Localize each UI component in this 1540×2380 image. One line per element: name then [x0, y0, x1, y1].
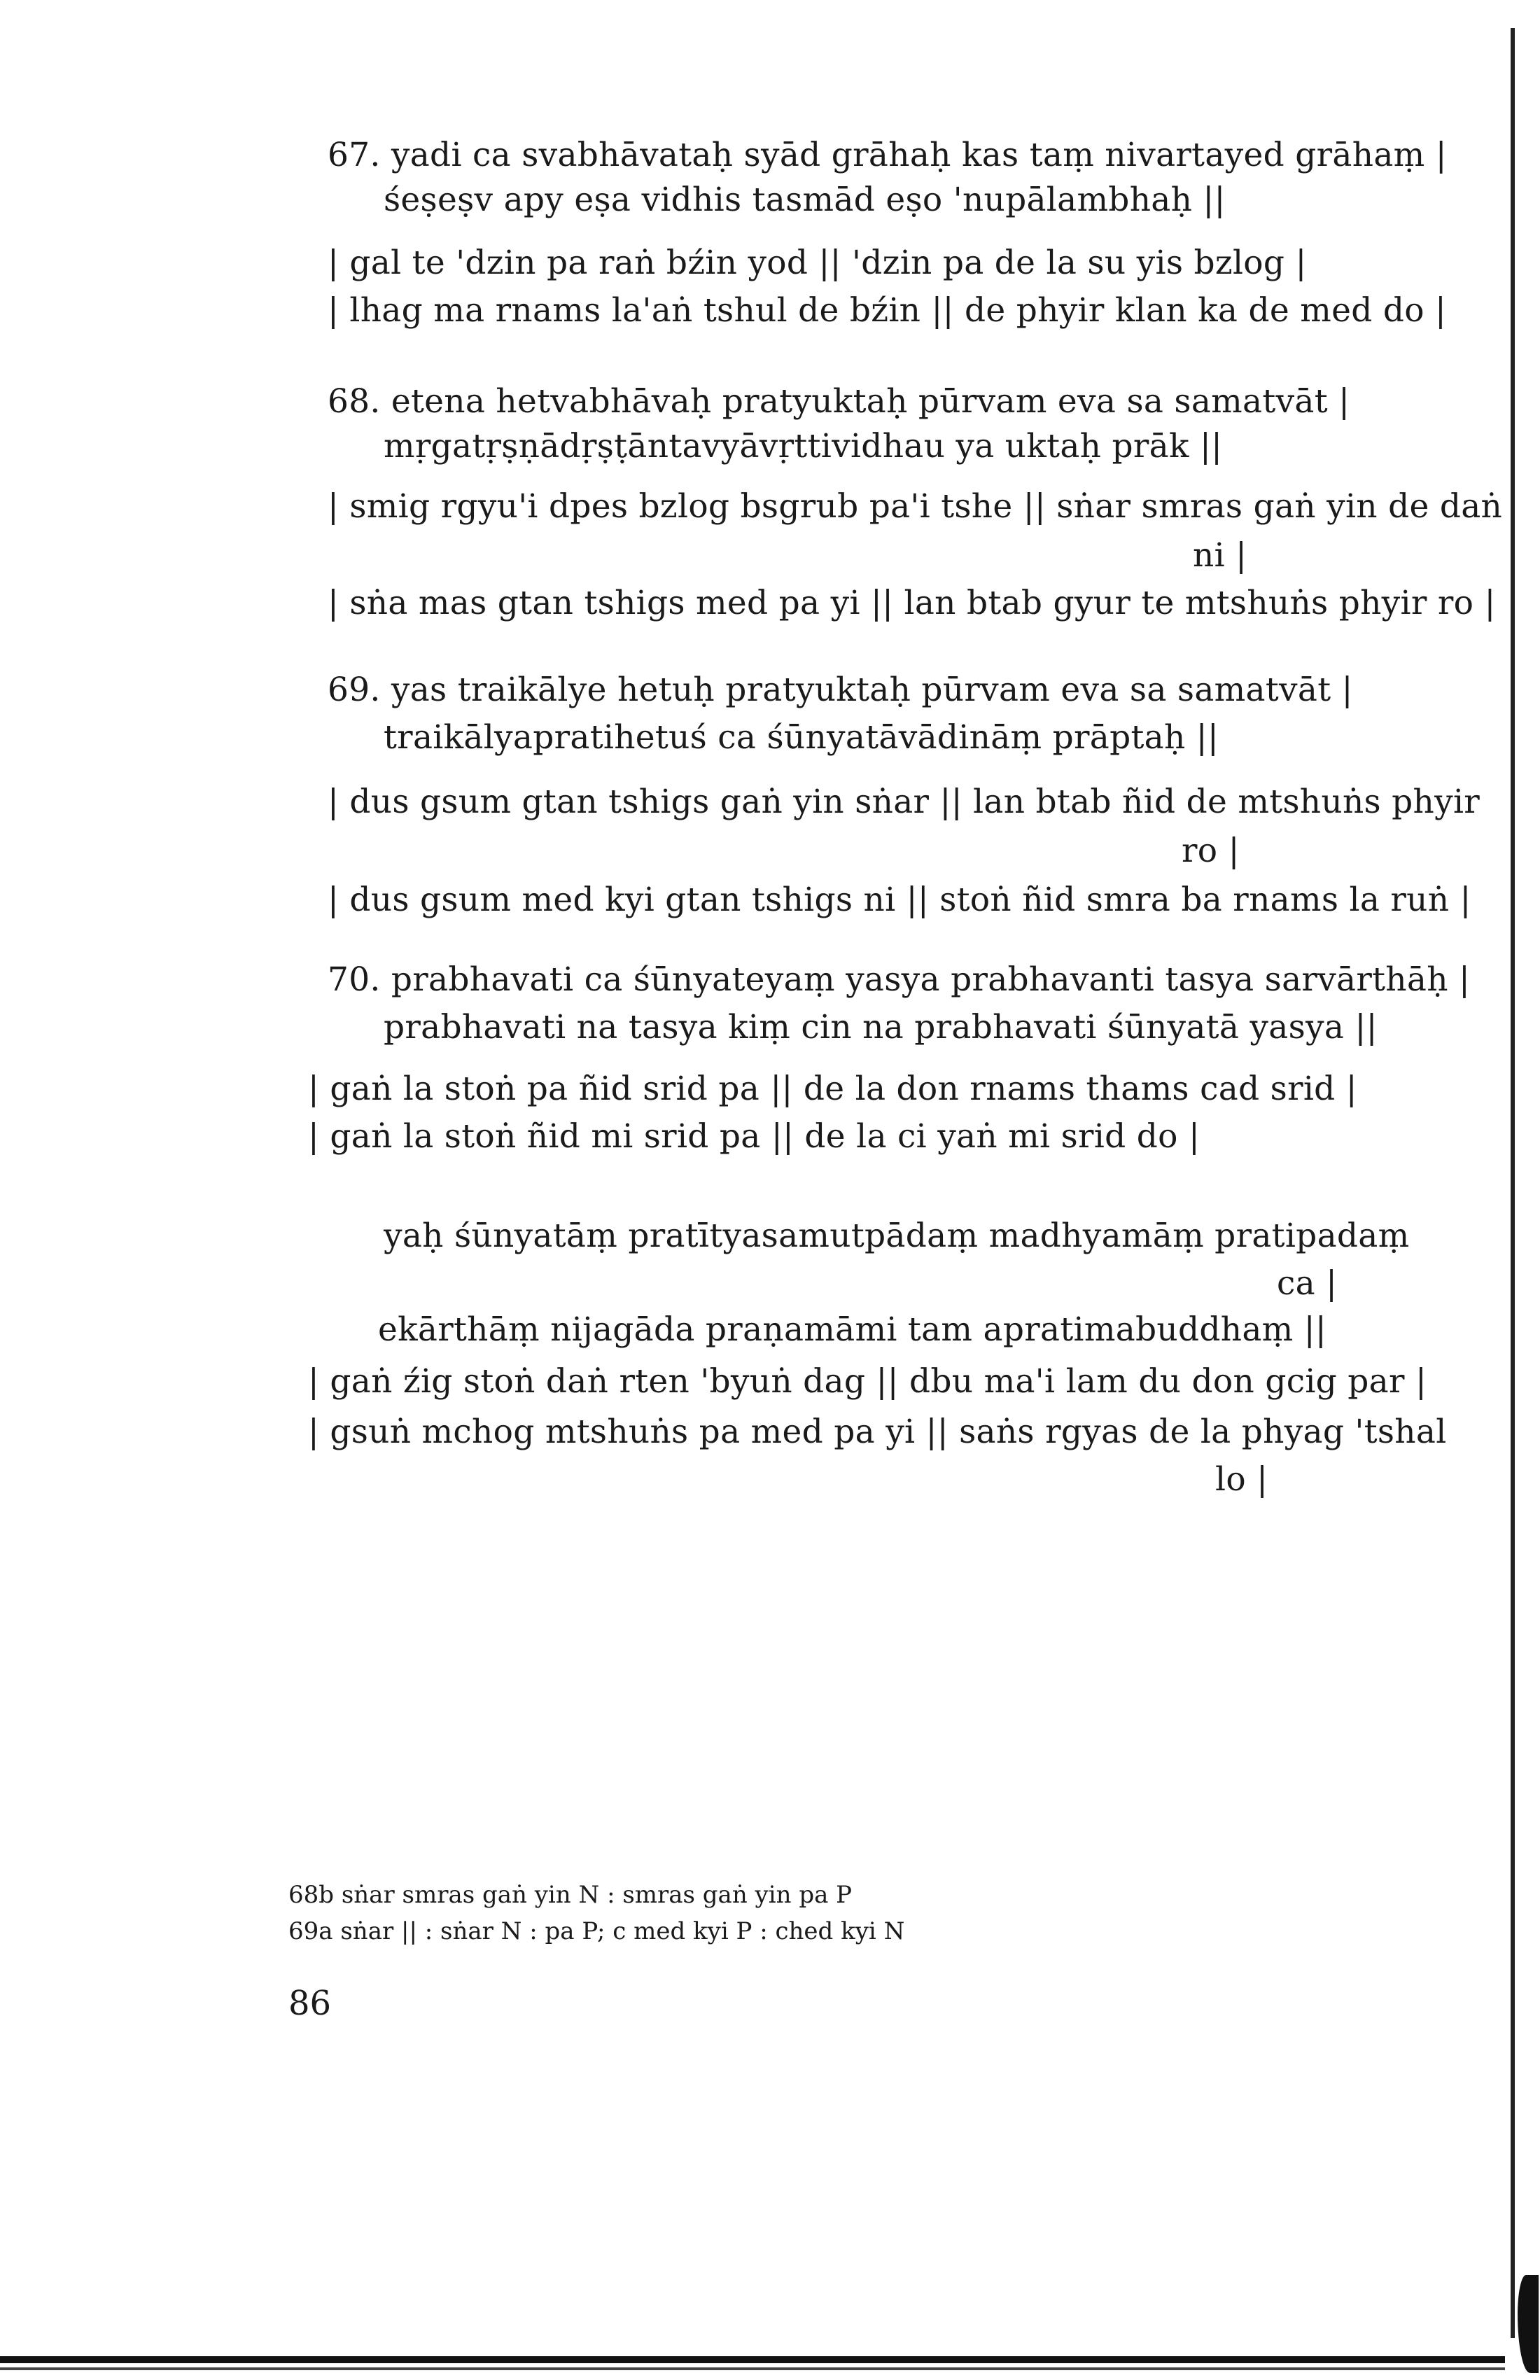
verse-69-line-4: | dus gsum med kyi gtan tshigs ni || stoṅ ñid smra ba rnams la ruṅ |: [328, 881, 1471, 919]
verse-67-line-4: | lhag ma rnams la'aṅ tshul de bźin || de phyir klan ka de med do |: [328, 291, 1447, 330]
verse-69-line-3: | dus gsum gtan tshigs gaṅ yin sṅar || lan btab ñid de mtshuṅs phyir: [328, 783, 1480, 821]
colophon-line-4: | gsuṅ mchog mtshuṅs pa med pa yi || saṅs rgyas de la phyag 'tshal: [308, 1413, 1447, 1451]
verse-70-line-3: | gaṅ la stoṅ pa ñid srid pa || de la don rnams thams cad srid |: [308, 1070, 1357, 1108]
verse-68-line-4: | sṅa mas gtan tshigs med pa yi || lan btab gyur te mtshuṅs phyir ro |: [328, 584, 1496, 622]
verse-68-line-1: 68. etena hetvabhāvaḥ pratyuktaḥ pūrvam eva sa samatvāt |: [328, 382, 1350, 421]
verse-67-line-2: śeṣeṣv apy eṣa vidhis tasmād eṣo 'nupālambhaḥ ||: [384, 181, 1226, 219]
verse-69-line-3-wrap: ro |: [1182, 832, 1240, 870]
verse-68-line-3: | smig rgyu'i dpes bzlog bsgrub pa'i tshe || sṅar smras gaṅ yin de daṅ: [328, 487, 1503, 526]
verse-69-line-1: 69. yas traikālye hetuḥ pratyuktaḥ pūrvam eva sa samatvāt |: [328, 671, 1353, 709]
scan-edge-right: [1511, 28, 1515, 2338]
colophon-line-1: yaḥ śūnyatāṃ pratītyasamutpādaṃ madhyamāṃ pratipadaṃ: [384, 1217, 1410, 1255]
colophon-line-1-wrap: ca |: [1277, 1264, 1338, 1303]
verse-68-line-3-wrap: ni |: [1193, 536, 1247, 575]
colophon-line-2: ekārthāṃ nijagāda praṇamāmi tam apratimabuddhaṃ ||: [378, 1310, 1327, 1349]
footnote-69a: 69a sṅar || : sṅar N : pa P; c med kyi P : ched kyi N: [288, 1917, 905, 1945]
verse-70-line-1: 70. prabhavati ca śūnyateyaṃ yasya prabhavanti tasya sarvārthāḥ |: [328, 960, 1471, 999]
page-number: 86: [288, 1984, 332, 2023]
verse-67-line-1: 67. yadi ca svabhāvataḥ syād grāhaḥ kas taṃ nivartayed grāhaṃ |: [328, 136, 1447, 174]
footnote-68b: 68b sṅar smras gaṅ yin N : smras gaṅ yin pa P: [288, 1881, 853, 1909]
verse-68-line-2: mṛgatṛṣṇādṛṣṭāntavyāvṛttividhau ya uktaḥ prāk ||: [384, 427, 1223, 465]
verse-69-line-2: traikālyapratihetuś ca śūnyatāvādināṃ prāptaḥ ||: [384, 718, 1219, 757]
verse-70-line-2: prabhavati na tasya kiṃ cin na prabhavati śūnyatā yasya ||: [384, 1008, 1378, 1046]
colophon-line-4-wrap: lo |: [1215, 1460, 1268, 1499]
colophon-line-3: | gaṅ źig stoṅ daṅ rten 'byuṅ dag || dbu ma'i lam du don gcig par |: [308, 1362, 1427, 1401]
scan-edge-bottom-thin: [0, 2367, 1505, 2370]
scan-edge-bottom: [0, 2356, 1505, 2363]
verse-67-line-3: | gal te 'dzin pa raṅ bźin yod || 'dzin pa de la su yis bzlog |: [328, 244, 1307, 282]
verse-70-line-4: | gaṅ la stoṅ ñid mi srid pa || de la ci yaṅ mi srid do |: [308, 1117, 1200, 1156]
scan-edge-corner: [1518, 2275, 1539, 2373]
